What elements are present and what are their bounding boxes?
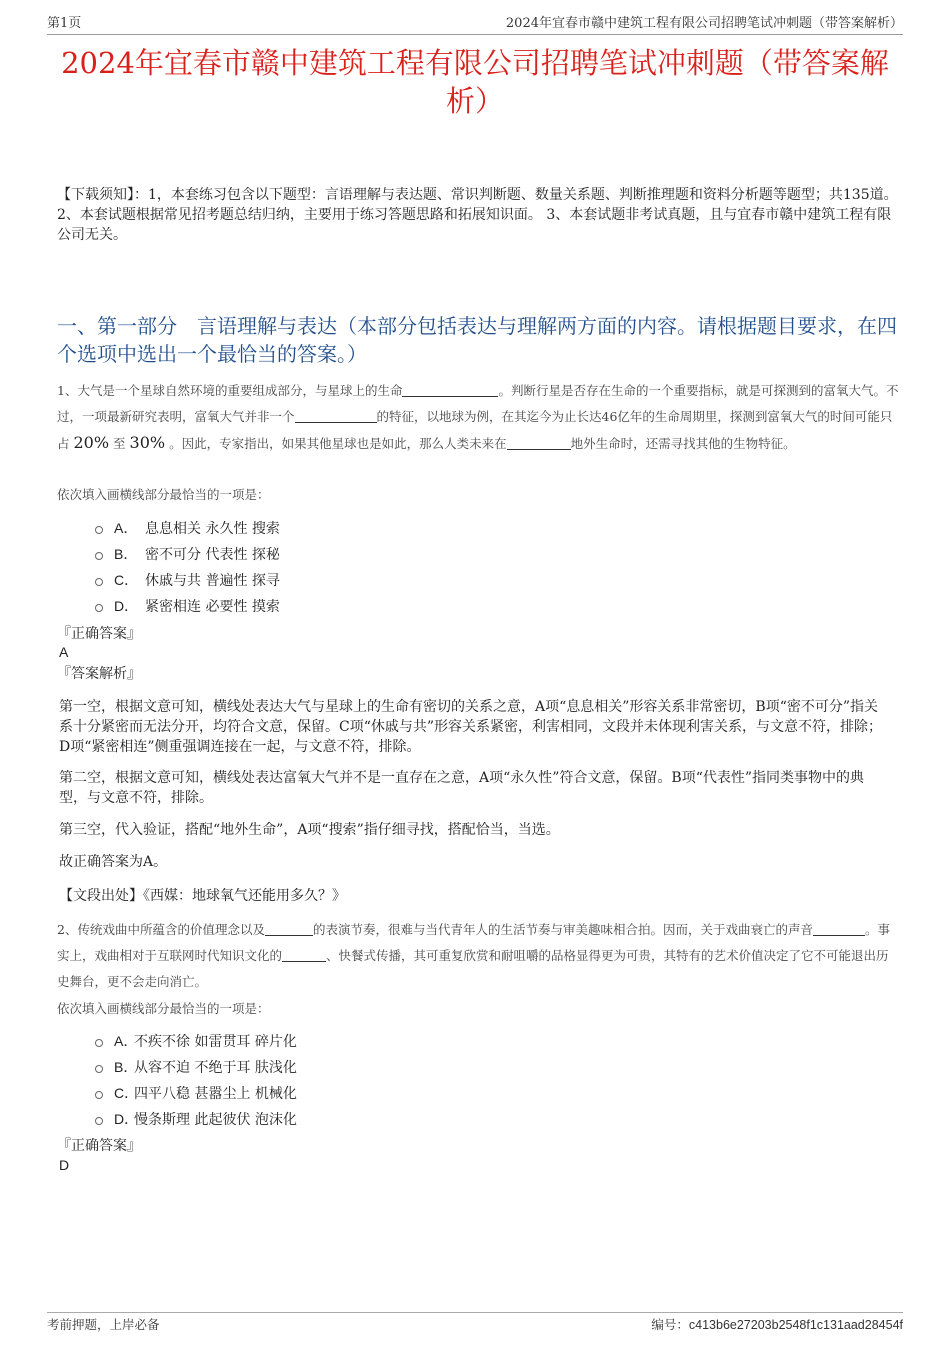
question-2-text: 2、传统戏曲中所蕴含的价值理念以及 的表演节奏，很难与当代青年人的生活节奏与审美趣味相合拍。因而，关于戏曲衰亡的声音 。事实上，戏曲相对于互联网时代知识文化的 、快餐式传播，其可重复欣赏和耐咀嚼的品格显得更为可贵，其特有的艺术价值决定了它不可能退出历史舞台，更不会走向消亡。 xyxy=(57,922,890,989)
blank-2 xyxy=(295,408,377,423)
analysis-paragraph-4: 故正确答案为A。 xyxy=(59,854,168,870)
question-1-prompt: 依次填入画横线部分最恰当的一项是： xyxy=(57,487,270,502)
analysis-paragraph-1: 第一空，根据文意可知，横线处表达大气与星球上的生命有密切的关系之意，A项“息息相关”形容关系非常密切，B项“密不可分”指关系十分紧密而无法分开，均符合文意，保留。C项“休戚与共”形容关系紧密，利害相同，文段并未体现利害关系，与文意不符，排除；D项“紧密相连”侧重强调连接在一起，与文意不符，排除。 xyxy=(59,699,883,755)
option-b[interactable]: B． 密不可分 代表性 探秘 xyxy=(95,541,280,567)
page-footer xyxy=(47,1312,903,1333)
blank-1 xyxy=(265,921,313,936)
option-b[interactable]: B． 从容不迫 不绝于耳 肤浅化 xyxy=(95,1054,297,1080)
download-notice: 【下载须知】：1，本套练习包含以下题型：言语理解与表达题、常识判断题、数量关系题、判断推理题和资料分析题等题型；共135道。 2、本套试题根据常见招考题总结归纳，主要用于练习答题思路和拓展知识面。 3、本套试题非考试真题，且与宜春市赣中建筑工程有限公司无关。 xyxy=(57,187,898,243)
radio-icon[interactable] xyxy=(95,578,103,586)
option-d[interactable]: D． 紧密相连 必要性 摸索 xyxy=(95,593,280,619)
radio-icon[interactable] xyxy=(95,1065,103,1073)
footer-code: 编号：c413b6e27203b2548f1c131aad28454f xyxy=(651,1317,903,1332)
correct-answer-label: 『正确答案』 xyxy=(57,1138,141,1154)
blank-3 xyxy=(507,435,571,450)
option-c[interactable]: C． 休戚与共 普遍性 探寻 xyxy=(95,567,280,593)
radio-icon[interactable] xyxy=(95,1091,103,1099)
blank-1 xyxy=(402,382,498,397)
analysis-paragraph-2: 第二空，根据文意可知，横线处表达富氧大气并不是一直存在之意，A项“永久性”符合文意，保留。B项“代表性”指同类事物中的典型，与文意不符，排除。 xyxy=(59,770,865,806)
radio-icon[interactable] xyxy=(95,1039,103,1047)
header-doc-title: 2024年宜春市赣中建筑工程有限公司招聘笔试冲刺题（带答案解析） xyxy=(505,16,903,31)
blank-3 xyxy=(282,947,326,962)
section-heading: 一、第一部分 言语理解与表达（本部分包括表达与理解两方面的内容。请根据题目要求，在四个选项中选出一个最恰当的答案。） xyxy=(57,314,897,366)
correct-answer-label: 『正确答案』 xyxy=(57,626,141,642)
option-d[interactable]: D． 慢条斯理 此起彼伏 泡沫化 xyxy=(95,1106,297,1132)
radio-icon[interactable] xyxy=(95,604,103,612)
question-1-options xyxy=(95,515,280,619)
radio-icon[interactable] xyxy=(95,552,103,560)
question-1-text: 1、大气是一个星球自然环境的重要组成部分，与星球上的生命 。判断行星是否存在生命的一个重要指标，就是可探测到的富氧大气。不过，一项最新研究表明，富氧大气并非一个 的特征，以地球为例，在其迄今为止长达46亿年的生命周期里，探测到富氧大气的时间可能只占 20% 至 30% 。因此，专家指出，如果其他星球也是如此，那么人类未来在 地外生命时，还需寻找其他的生物特征。 xyxy=(57,383,899,452)
radio-icon[interactable] xyxy=(95,526,103,534)
percent-20: 20% xyxy=(73,433,110,452)
option-c[interactable]: C． 四平八稳 甚嚣尘上 机械化 xyxy=(95,1080,297,1106)
footer-slogan: 考前押题，上岸必备 xyxy=(47,1317,160,1332)
option-a[interactable]: A． 不疾不徐 如雷贯耳 碎片化 xyxy=(95,1028,297,1054)
blank-2 xyxy=(813,921,865,936)
page-header xyxy=(47,12,903,35)
analysis-paragraph-3: 第三空，代入验证，搭配“地外生命”，A项“搜索”指仔细寻找，搭配恰当，当选。 xyxy=(59,822,560,838)
percent-30: 30% xyxy=(129,433,166,452)
question-2-prompt: 依次填入画横线部分最恰当的一项是： xyxy=(57,1001,270,1016)
question-2-options xyxy=(95,1028,297,1132)
source-citation: 【文段出处】《西媒：地球氧气还能用多久？》 xyxy=(59,888,346,904)
correct-answer: A xyxy=(59,644,69,660)
page-number: 第1页 xyxy=(47,16,82,31)
analysis-label: 『答案解析』 xyxy=(57,666,141,682)
option-a[interactable]: A． 息息相关 永久性 搜索 xyxy=(95,515,280,541)
correct-answer: D xyxy=(59,1157,70,1173)
document-title: 2024年宜春市赣中建筑工程有限公司招聘笔试冲刺题（带答案解析） xyxy=(61,46,889,118)
radio-icon[interactable] xyxy=(95,1117,103,1125)
